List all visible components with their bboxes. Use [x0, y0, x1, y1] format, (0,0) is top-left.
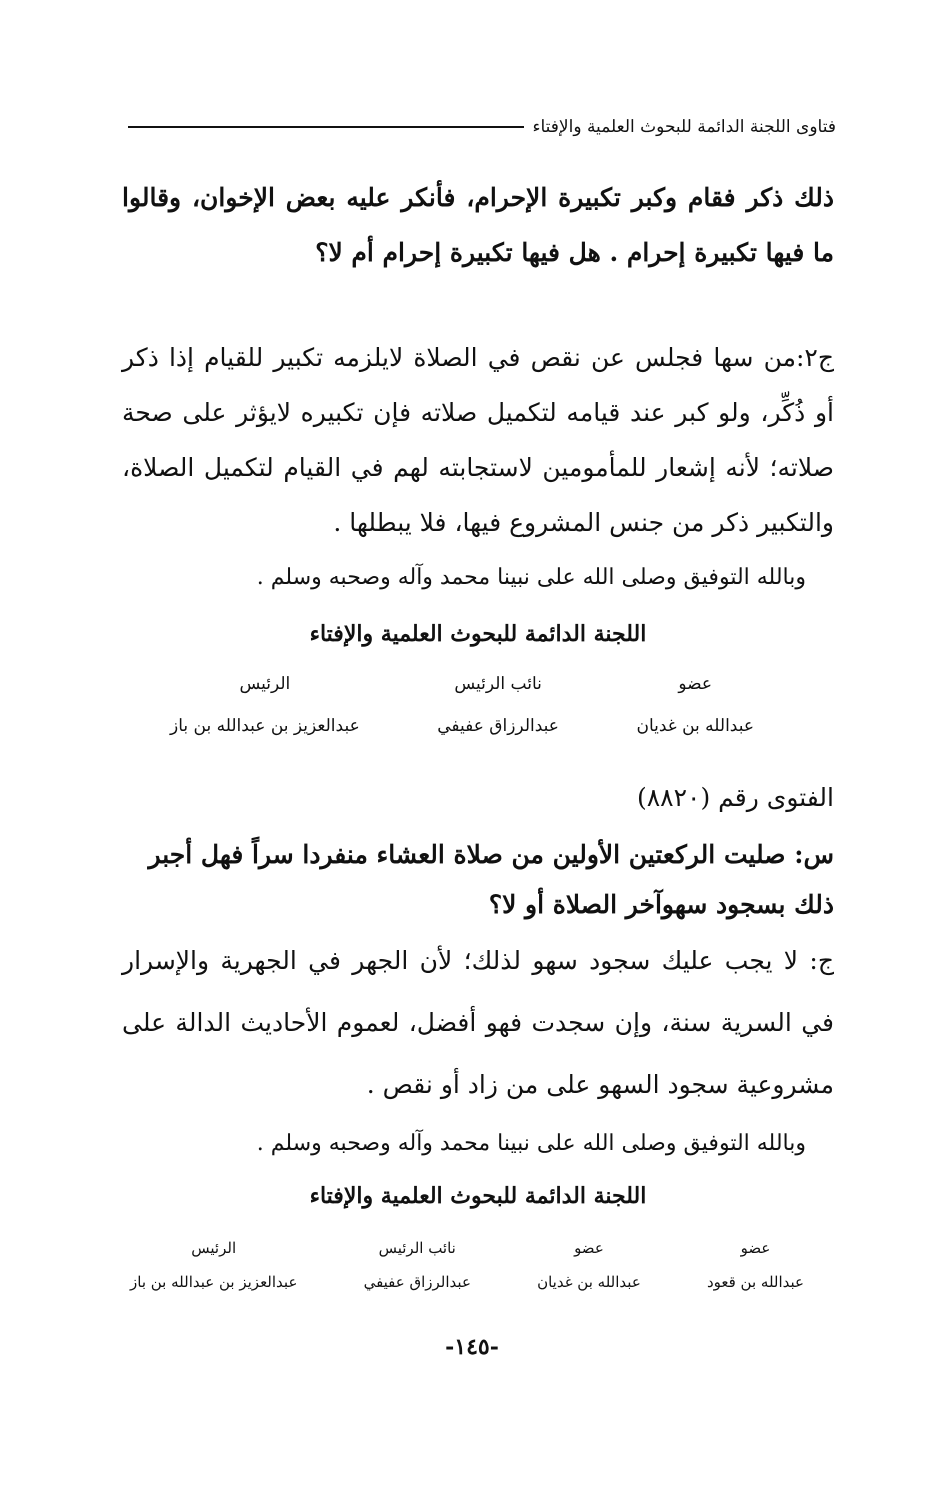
fatwa2-answer — [122, 930, 834, 1116]
fatwa2-number — [122, 778, 834, 818]
fatwa2-closing — [122, 1124, 834, 1164]
signatory-role: نائب الرئيس — [378, 1239, 456, 1257]
page-number: -١٤٥- — [445, 1334, 499, 1360]
signatory-name: عبدالله بن غديان — [636, 716, 754, 736]
header-title: فتاوى اللجنة الدائمة للبحوث العلمية والإفتاء — [532, 117, 836, 137]
signatory-role: نائب الرئيس — [454, 674, 542, 694]
signatory — [537, 1234, 641, 1296]
fatwa-number-label: الفتوى رقم (٨٨٢٠) — [636, 783, 834, 812]
signatory-name: عبدالرزاق عفيفي — [363, 1273, 471, 1291]
signatory — [636, 670, 754, 740]
signatory-role: عضو — [678, 674, 713, 694]
fatwa2-answer-text: ج: لا يجب عليك سجود سهو لذلك؛ لأن الجهر في الجهرية والإسرار في السرية سنة، وإن سجدت فهو أفضل، لعموم الأحاديث الدالة على مشروعية سجود السهو على من زاد أو نقص . — [122, 946, 834, 1099]
signatory — [364, 1234, 471, 1296]
fatwa2-closing-text: وبالله التوفيق وصلى الله على نبينا محمد وآله وصحبه وسلم . — [256, 1131, 806, 1156]
fatwa2-question — [122, 830, 834, 930]
fatwa1-committee — [122, 616, 834, 652]
fatwa1-committee-name: اللجنة الدائمة للبحوث العلمية والإفتاء — [309, 621, 647, 647]
fatwa1-closing-text: وبالله التوفيق وصلى الله على نبينا محمد وآله وصحبه وسلم . — [256, 565, 806, 590]
signatory-name: عبدالرزاق عفيفي — [437, 716, 559, 736]
signatory — [170, 670, 360, 740]
fatwa1-answer — [122, 330, 834, 550]
signatory-role: عضو — [574, 1239, 604, 1257]
signatory-name: عبدالعزيز بن عبدالله بن باز — [170, 716, 360, 736]
signatory-name: عبدالعزيز بن عبدالله بن باز — [130, 1273, 298, 1291]
signatory-name: عبدالله بن قعود — [706, 1273, 804, 1291]
signatory-role: الرئيس — [191, 1239, 237, 1257]
fatwa2-committee-name: اللجنة الدائمة للبحوث العلمية والإفتاء — [309, 1183, 647, 1209]
signatory — [437, 670, 559, 740]
signatory-name: عبدالله بن غديان — [537, 1273, 641, 1291]
signatory — [707, 1234, 804, 1296]
fatwa1-question — [122, 170, 834, 280]
fatwa2-question-text: س: صليت الركعتين الأولين من صلاة العشاء منفردا سراً فهل أجبر ذلك بسجود سهوآخر الصلاة أو لا؟ — [148, 840, 834, 919]
fatwa2-committee — [122, 1178, 834, 1214]
running-header — [128, 112, 836, 142]
fatwa1-signatures — [170, 670, 754, 740]
fatwa1-answer-text: ج٢:من سها فجلس عن نقص في الصلاة لايلزمه تكبير للقيام إذا ذكر أو ذُكِّر، ولو كبر عند قيامه لتكميل صلاته فإن تكبيره لايؤثر على صحة صلاته؛ لأنه إشعار للمأمومين لاستجابته لهم في القيام لتكميل الصلاة، والتكبير ذكر من جنس المشروع فيها، فلا يبطلها . — [122, 343, 834, 537]
signatory-role: عضو — [740, 1239, 771, 1257]
header-rule — [128, 126, 524, 128]
signatory — [130, 1234, 297, 1296]
fatwa2-signatures — [130, 1234, 804, 1296]
fatwa1-closing — [122, 558, 834, 598]
fatwa1-question-text: ذلك ذكر فقام وكبر تكبيرة الإحرام، فأنكر عليه بعض الإخوان، وقالوا ما فيها تكبيرة إحرام . هل فيها تكبيرة إحرام أم لا؟ — [122, 183, 834, 267]
signatory-role: الرئيس — [239, 674, 291, 694]
